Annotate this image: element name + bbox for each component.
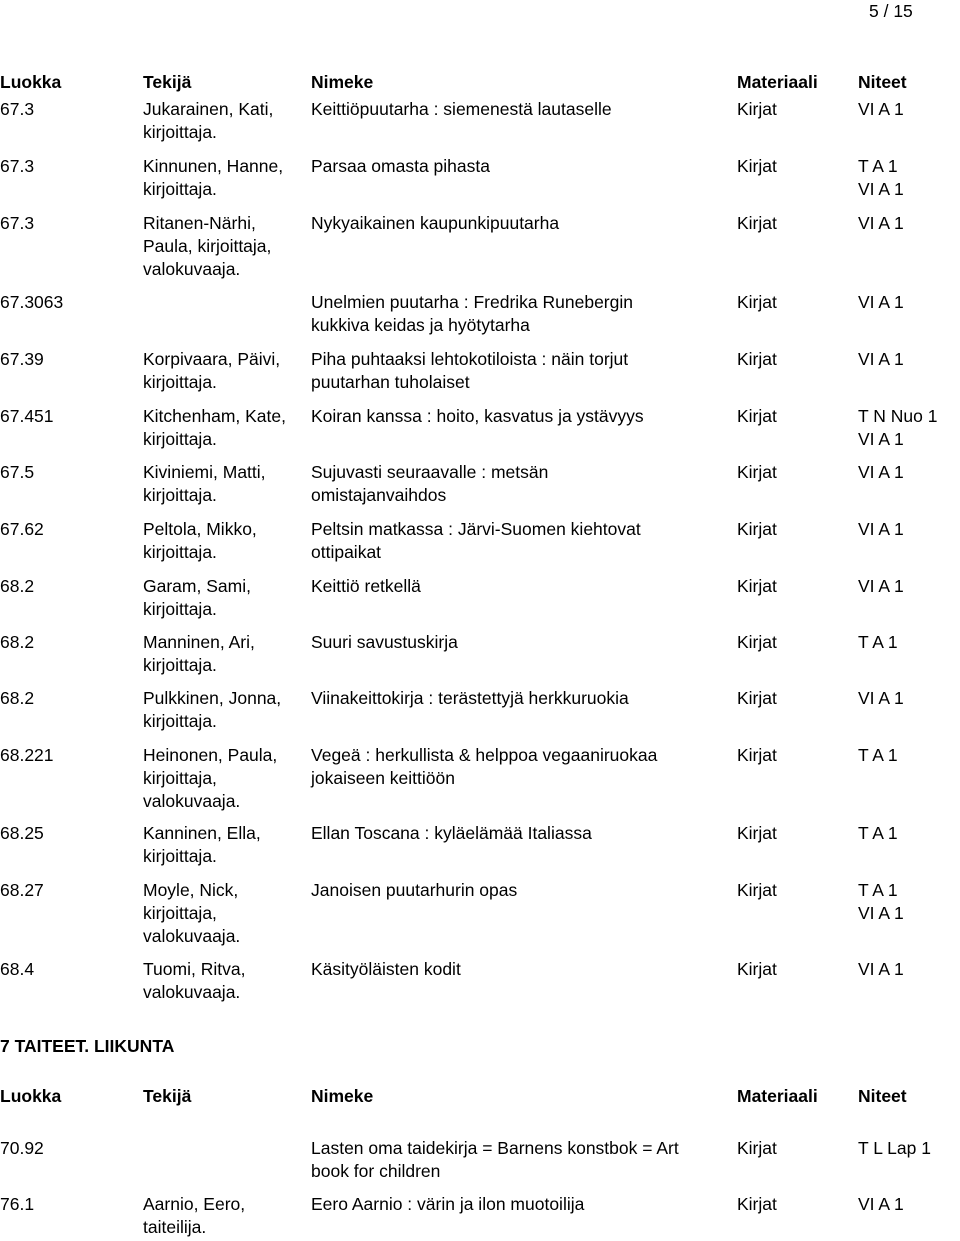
cell-niteet: VI A 1 bbox=[858, 1194, 904, 1214]
cell-luokka: 68.2 bbox=[0, 632, 35, 652]
cell-luokka: 68.25 bbox=[0, 823, 44, 843]
cell-luokka: 67.3 bbox=[0, 156, 35, 176]
cell-tekija: Peltola, Mikko, kirjoittaja. bbox=[143, 519, 257, 562]
cell-luokka: 68.221 bbox=[0, 745, 54, 765]
cell-luokka: 67.451 bbox=[0, 406, 54, 426]
cell-niteet: VI A 1 bbox=[858, 99, 904, 119]
cell-tekija: Kinnunen, Hanne, kirjoittaja. bbox=[143, 156, 284, 199]
cell-materiaali: Kirjat bbox=[737, 99, 777, 119]
cell-nimeke: Suuri savustuskirja bbox=[311, 632, 458, 652]
cell-materiaali: Kirjat bbox=[737, 292, 777, 312]
cell-luokka: 70.92 bbox=[0, 1138, 44, 1158]
cell-niteet: VI A 1 bbox=[858, 576, 904, 596]
cell-niteet: T A 1 bbox=[858, 632, 898, 652]
cell-luokka: 67.3 bbox=[0, 99, 35, 119]
cell-luokka: 67.3063 bbox=[0, 292, 64, 312]
cell-luokka: 76.1 bbox=[0, 1194, 35, 1214]
cell-nimeke: Viinakeittokirja : terästettyjä herkkuruokia bbox=[311, 688, 629, 708]
cell-materiaali: Kirjat bbox=[737, 959, 777, 979]
cell-luokka: 68.27 bbox=[0, 880, 44, 900]
cell-niteet: VI A 1 bbox=[858, 349, 904, 369]
cell-nimeke: Parsaa omasta pihasta bbox=[311, 156, 490, 176]
header-tekija: Tekijä bbox=[143, 1086, 192, 1106]
cell-tekija: Ritanen-Närhi, Paula, kirjoittaja, valokuvaaja. bbox=[143, 213, 272, 279]
cell-materiaali: Kirjat bbox=[737, 213, 777, 233]
cell-materiaali: Kirjat bbox=[737, 406, 777, 426]
header-materiaali: Materiaali bbox=[737, 1086, 818, 1106]
cell-nimeke: Piha puhtaaksi lehtokotiloista : näin torjut puutarhan tuholaiset bbox=[311, 349, 629, 392]
cell-nimeke: Käsityöläisten kodit bbox=[311, 959, 461, 979]
cell-luokka: 68.2 bbox=[0, 688, 35, 708]
cell-materiaali: Kirjat bbox=[737, 156, 777, 176]
cell-tekija: Pulkkinen, Jonna, kirjoittaja. bbox=[143, 688, 282, 731]
cell-materiaali: Kirjat bbox=[737, 823, 777, 843]
cell-materiaali: Kirjat bbox=[737, 632, 777, 652]
header-luokka: Luokka bbox=[0, 1086, 62, 1106]
cell-materiaali: Kirjat bbox=[737, 519, 777, 539]
cell-nimeke: Vegeä : herkullista & helppoa vegaaniruokaa jokaiseen keittiöön bbox=[311, 745, 658, 788]
cell-niteet: T N Nuo 1 VI A 1 bbox=[858, 406, 938, 449]
cell-niteet: VI A 1 bbox=[858, 292, 904, 312]
cell-materiaali: Kirjat bbox=[737, 462, 777, 482]
page-number: 5 / 15 bbox=[869, 1, 913, 21]
cell-niteet: T A 1 VI A 1 bbox=[858, 880, 904, 923]
cell-luokka: 67.5 bbox=[0, 462, 35, 482]
cell-niteet: T A 1 bbox=[858, 745, 898, 765]
cell-niteet: VI A 1 bbox=[858, 213, 904, 233]
cell-nimeke: Lasten oma taidekirja = Barnens konstbok = Art book for children bbox=[311, 1138, 679, 1181]
cell-niteet: VI A 1 bbox=[858, 519, 904, 539]
cell-tekija: Tuomi, Ritva, valokuvaaja. bbox=[143, 959, 246, 1002]
cell-tekija: Kiviniemi, Matti, kirjoittaja. bbox=[143, 462, 266, 505]
cell-luokka: 67.62 bbox=[0, 519, 44, 539]
cell-tekija: Aarnio, Eero, taiteilija. bbox=[143, 1194, 246, 1237]
cell-tekija: Heinonen, Paula, kirjoittaja, valokuvaaja. bbox=[143, 745, 278, 811]
header-luokka: Luokka bbox=[0, 72, 62, 92]
cell-nimeke: Janoisen puutarhurin opas bbox=[311, 880, 518, 900]
header-niteet: Niteet bbox=[858, 72, 907, 92]
cell-tekija: Garam, Sami, kirjoittaja. bbox=[143, 576, 251, 619]
cell-luokka: 67.39 bbox=[0, 349, 44, 369]
cell-nimeke: Eero Aarnio : värin ja ilon muotoilija bbox=[311, 1194, 585, 1214]
cell-materiaali: Kirjat bbox=[737, 688, 777, 708]
cell-niteet: T A 1 bbox=[858, 823, 898, 843]
cell-niteet: VI A 1 bbox=[858, 462, 904, 482]
cell-tekija: Moyle, Nick, kirjoittaja, valokuvaaja. bbox=[143, 880, 241, 946]
cell-materiaali: Kirjat bbox=[737, 1194, 777, 1214]
cell-nimeke: Nykyaikainen kaupunkipuutarha bbox=[311, 213, 560, 233]
cell-tekija: Jukarainen, Kati, kirjoittaja. bbox=[143, 99, 274, 142]
cell-tekija: Manninen, Ari, kirjoittaja. bbox=[143, 632, 255, 675]
cell-nimeke: Sujuvasti seuraavalle : metsän omistajanvaihdos bbox=[311, 462, 549, 505]
cell-tekija: Kanninen, Ella, kirjoittaja. bbox=[143, 823, 261, 866]
cell-nimeke: Unelmien puutarha : Fredrika Runebergin kukkiva keidas ja hyötytarha bbox=[311, 292, 633, 335]
header-tekija: Tekijä bbox=[143, 72, 192, 92]
header-nimeke: Nimeke bbox=[311, 1086, 374, 1106]
cell-tekija: Kitchenham, Kate, kirjoittaja. bbox=[143, 406, 286, 449]
cell-luokka: 68.2 bbox=[0, 576, 35, 596]
header-niteet: Niteet bbox=[858, 1086, 907, 1106]
cell-materiaali: Kirjat bbox=[737, 745, 777, 765]
cell-materiaali: Kirjat bbox=[737, 1138, 777, 1158]
cell-niteet: T L Lap 1 bbox=[858, 1138, 931, 1158]
cell-nimeke: Koiran kanssa : hoito, kasvatus ja ystävyys bbox=[311, 406, 644, 426]
cell-tekija: Korpivaara, Päivi, kirjoittaja. bbox=[143, 349, 281, 392]
cell-materiaali: Kirjat bbox=[737, 349, 777, 369]
cell-materiaali: Kirjat bbox=[737, 880, 777, 900]
cell-niteet: T A 1 VI A 1 bbox=[858, 156, 904, 199]
cell-materiaali: Kirjat bbox=[737, 576, 777, 596]
header-materiaali: Materiaali bbox=[737, 72, 818, 92]
cell-nimeke: Peltsin matkassa : Järvi-Suomen kiehtovat ottipaikat bbox=[311, 519, 641, 562]
cell-niteet: VI A 1 bbox=[858, 959, 904, 979]
section-title: 7 TAITEET. LIIKUNTA bbox=[0, 1036, 175, 1056]
cell-luokka: 67.3 bbox=[0, 213, 35, 233]
header-nimeke: Nimeke bbox=[311, 72, 374, 92]
cell-niteet: VI A 1 bbox=[858, 688, 904, 708]
cell-nimeke: Ellan Toscana : kyläelämää Italiassa bbox=[311, 823, 592, 843]
cell-nimeke: Keittiö retkellä bbox=[311, 576, 421, 596]
cell-nimeke: Keittiöpuutarha : siemenestä lautaselle bbox=[311, 99, 612, 119]
cell-luokka: 68.4 bbox=[0, 959, 35, 979]
